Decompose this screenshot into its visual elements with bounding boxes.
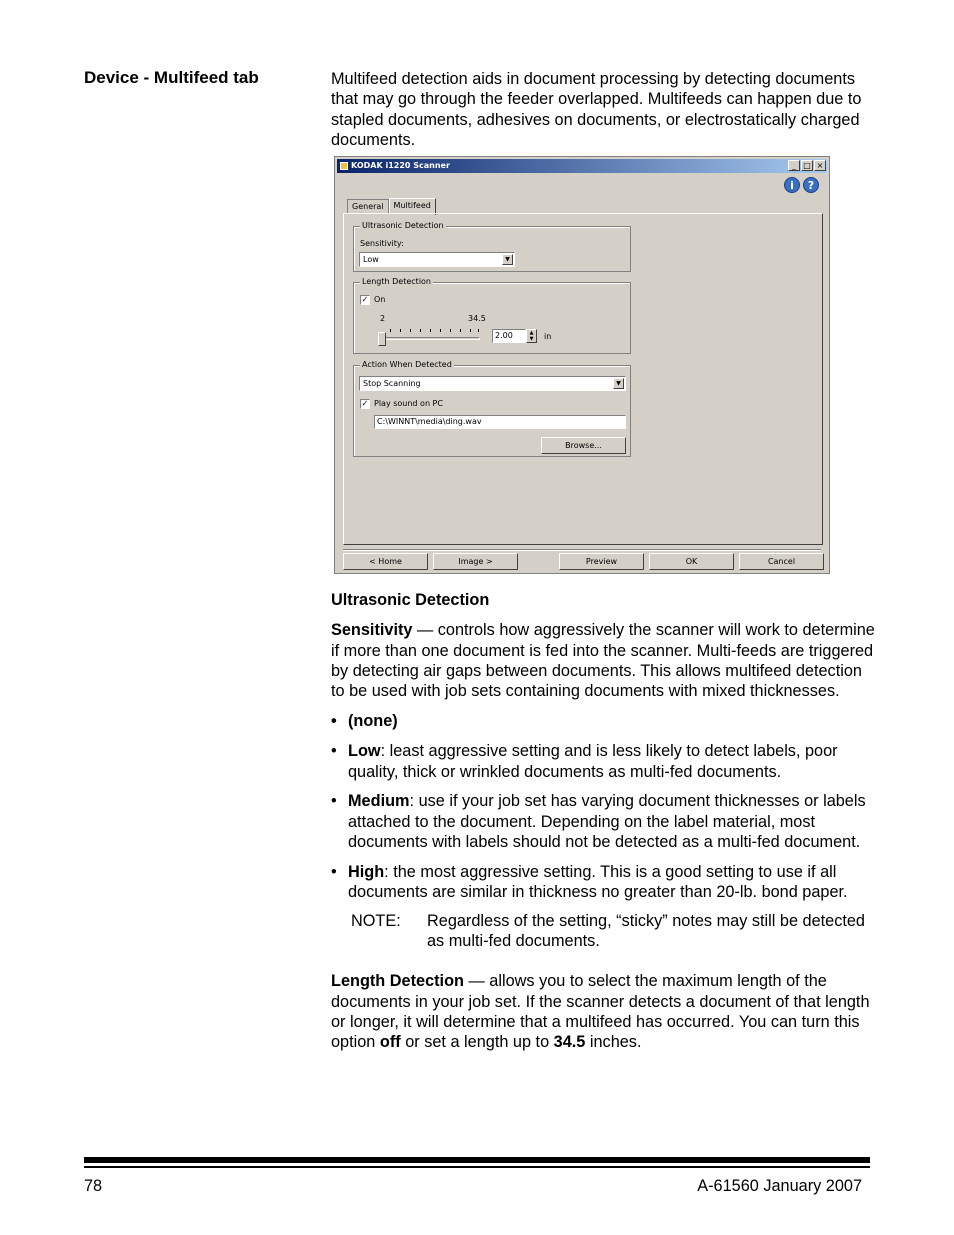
section-heading: Device - Multifeed tab <box>84 68 259 87</box>
action-legend: Action When Detected <box>362 360 452 369</box>
sensitivity-desc: — controls how aggressively the scanner will work to determine if more than one document is fed into the scanner. Multi-feeds are triggered by detecting air gaps between documents. This allows multifeed detection to be used with job sets containing documents with mixed thicknesses. <box>331 621 875 701</box>
length-desc-2: or set a length up to <box>400 1033 554 1052</box>
sensitivity-select[interactable] <box>359 252 515 267</box>
slider-tick <box>478 329 479 332</box>
slider-tick <box>440 329 441 332</box>
list-item <box>331 741 876 782</box>
slider-tick <box>460 329 461 332</box>
slider-tick <box>390 329 391 332</box>
close-button[interactable]: × <box>814 160 826 171</box>
cancel-button[interactable]: Cancel <box>739 553 824 570</box>
length-unit-label: in <box>544 332 552 341</box>
option-term: (none) <box>348 712 398 731</box>
dialog-titlebar <box>337 159 827 173</box>
note-label: NOTE: <box>351 911 401 930</box>
length-max: 34.5 <box>553 1033 586 1052</box>
list-item <box>331 711 876 731</box>
sensitivity-options <box>331 711 876 902</box>
image-button[interactable]: Image > <box>433 553 518 570</box>
option-desc: : use if your job set has varying document thicknesses or labels attached to the document. Depending on the label material, most documents with labels should not be detected as a multi-fed document. <box>348 792 866 851</box>
ok-button[interactable]: OK <box>649 553 734 570</box>
play-sound-label: Play sound on PC <box>374 399 443 408</box>
list-item <box>331 862 876 903</box>
sensitivity-value: Low <box>363 255 379 264</box>
length-max-label: 34.5 <box>468 314 486 323</box>
browse-button[interactable]: Browse... <box>541 437 626 454</box>
page-number: 78 <box>84 1177 103 1195</box>
play-sound-checkbox[interactable]: ✓ <box>361 399 369 408</box>
slider-tick <box>400 329 401 332</box>
option-desc: : the most aggressive setting. This is a good setting to use if all documents are similar in thickness no greater than 20-lb. bond paper. <box>348 862 848 902</box>
footer-rule-thin <box>84 1166 870 1168</box>
action-select[interactable] <box>359 376 626 391</box>
option-term: Low <box>348 742 381 761</box>
home-button[interactable]: < Home <box>343 553 428 570</box>
intro-paragraph <box>331 69 876 150</box>
option-desc: : least aggressive setting and is less likely to detect labels, poor quality, thick or wrinkled documents as multi-fed documents. <box>348 742 838 781</box>
ultrasonic-group <box>353 221 631 272</box>
ultrasonic-heading: Ultrasonic Detection <box>331 591 490 609</box>
app-icon <box>340 162 348 170</box>
preview-button[interactable]: Preview <box>559 553 644 570</box>
note <box>351 911 876 952</box>
length-min-label: 2 <box>380 314 386 323</box>
length-slider-thumb[interactable] <box>378 332 386 346</box>
length-spinner[interactable]: ▲ ▼ <box>526 329 537 343</box>
document-id: A-61560 January 2007 <box>697 1177 862 1195</box>
intro-text: Multifeed detection aids in document processing by detecting documents that may go through the feeder overlapped. Multifeeds can happen due to stapled documents, adhesives on documents, or electrostatically charged documents. <box>331 70 862 149</box>
scanner-dialog <box>334 156 830 574</box>
length-slider-track <box>380 337 480 340</box>
sensitivity-term: Sensitivity <box>331 621 413 640</box>
length-off: off <box>379 1033 401 1052</box>
length-desc-3: inches. <box>585 1033 642 1052</box>
length-legend: Length Detection <box>362 277 431 286</box>
length-detection-paragraph <box>331 971 876 1052</box>
ultrasonic-legend: Ultrasonic Detection <box>362 221 444 230</box>
action-group <box>353 360 631 457</box>
length-on-checkbox[interactable]: ✓ <box>361 295 369 304</box>
length-value-input[interactable]: 2.00 <box>492 329 526 343</box>
dialog-title: KODAK i1220 Scanner <box>351 161 450 170</box>
slider-tick <box>410 329 411 332</box>
chevron-down-icon: ▼ <box>613 378 624 389</box>
length-detection-term: Length Detection <box>331 972 464 991</box>
slider-tick <box>420 329 421 332</box>
sensitivity-paragraph <box>331 620 876 701</box>
dialog-separator <box>343 549 821 551</box>
slider-tick <box>470 329 471 332</box>
list-item <box>331 791 876 852</box>
footer-rule <box>84 1157 870 1163</box>
option-term: Medium <box>348 792 410 811</box>
info-icon[interactable]: i <box>784 177 800 193</box>
slider-tick <box>450 329 451 332</box>
length-desc-1: — allows you to select the maximum length of the documents in your job set. If the scanner detects a document of that length or longer, it will determine that a multifeed has occurred. You can turn this option <box>331 972 870 1052</box>
option-term: High <box>348 862 385 881</box>
slider-tick <box>430 329 431 332</box>
minimize-button[interactable]: _ <box>788 160 800 171</box>
help-icons <box>784 177 819 193</box>
multifeed-panel <box>343 213 823 545</box>
length-group <box>353 277 631 354</box>
length-on-label: On <box>374 295 386 304</box>
tab-general[interactable]: General <box>347 199 389 214</box>
sound-path-input[interactable]: C:\WINNT\media\ding.wav <box>374 415 626 429</box>
sensitivity-label: Sensitivity: <box>360 239 404 248</box>
window-buttons <box>788 160 826 171</box>
ultrasonic-section <box>331 590 876 1053</box>
action-value: Stop Scanning <box>363 379 421 388</box>
tab-multifeed[interactable]: Multifeed <box>389 198 436 215</box>
maximize-button[interactable]: □ <box>801 160 813 171</box>
tab-strip <box>347 197 436 214</box>
help-icon[interactable]: ? <box>803 177 819 193</box>
chevron-down-icon: ▼ <box>502 254 513 265</box>
note-text: Regardless of the setting, “sticky” notes may still be detected as multi-fed documents. <box>427 911 865 951</box>
